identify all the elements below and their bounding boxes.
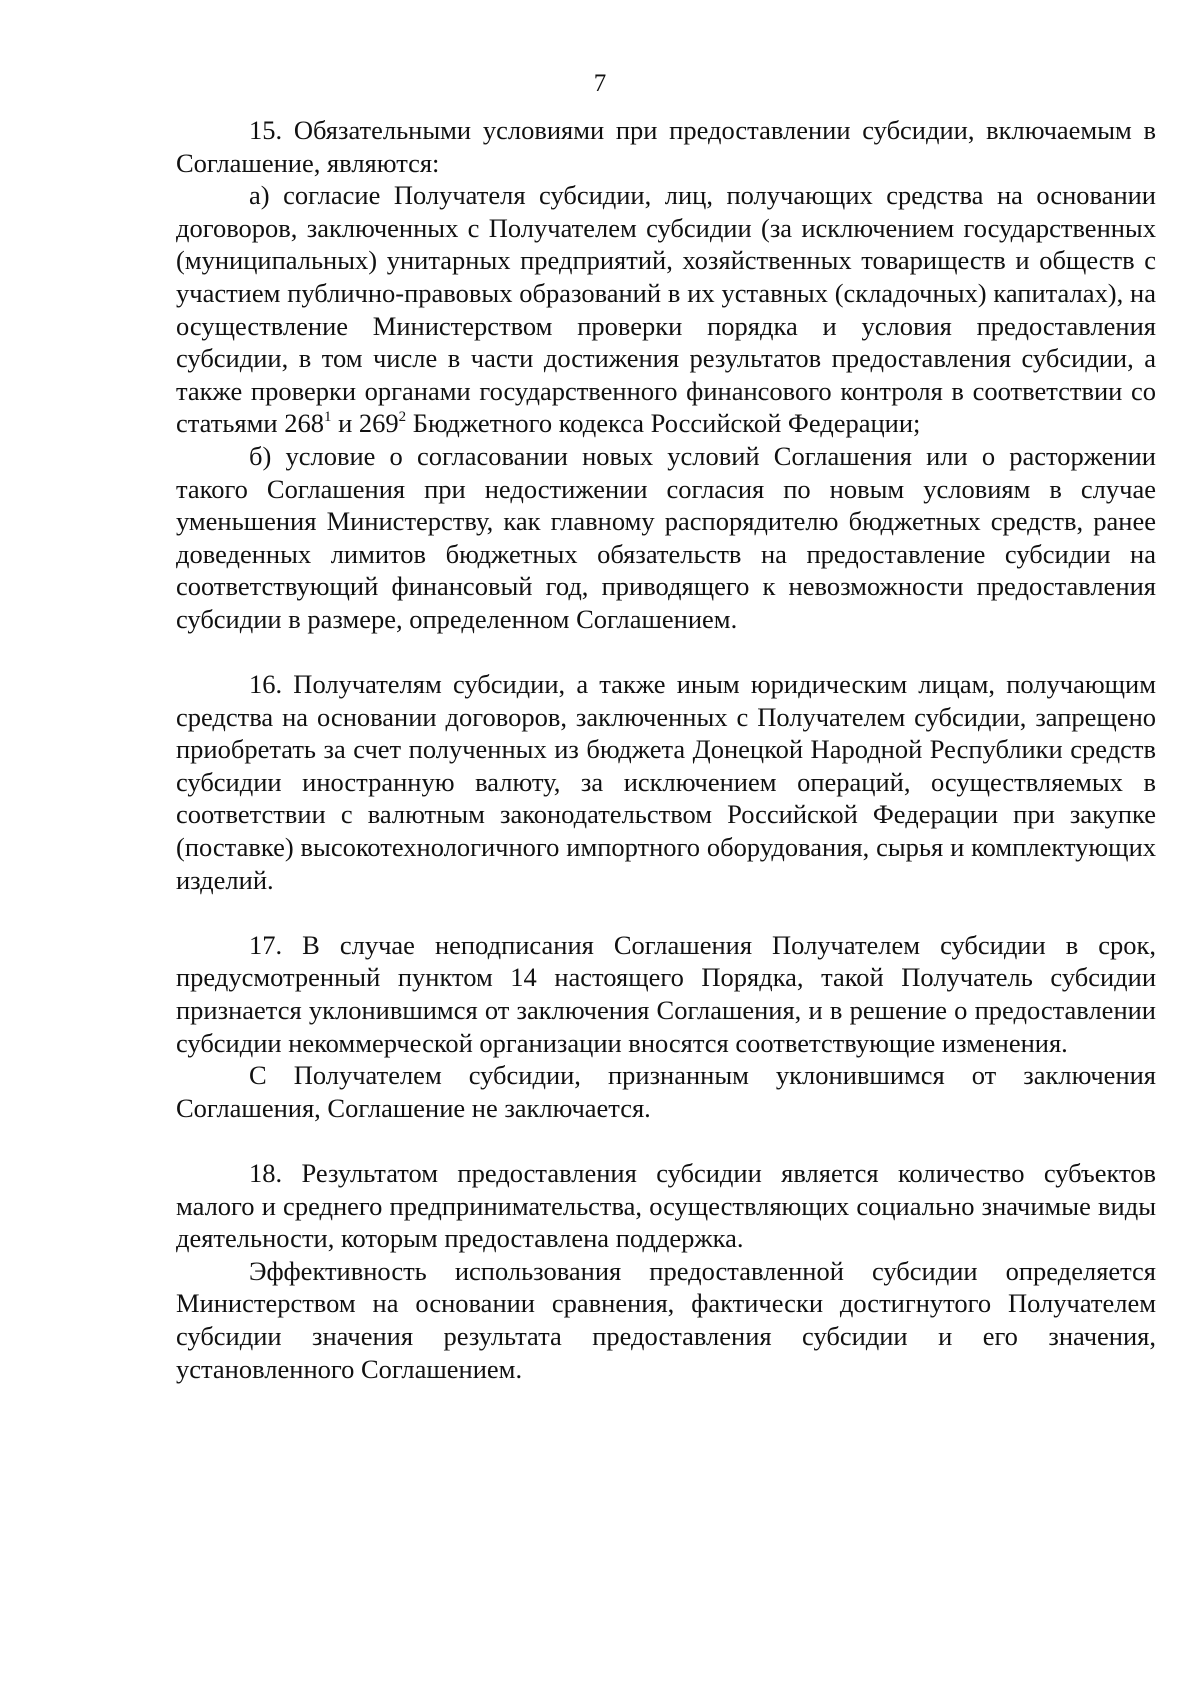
article-269: 269 bbox=[358, 408, 399, 439]
page-number: 7 bbox=[593, 70, 607, 97]
article-268: 268 bbox=[284, 408, 324, 439]
item-a-ending: Бюджетного кодекса Российской Федерации; bbox=[412, 408, 921, 439]
paragraph-17-second: С Получателем субсидии, признанным уклонившимся от заключения Соглашения, Соглашение не заключается. bbox=[176, 1060, 1156, 1123]
paragraph-15-item-a bbox=[176, 179, 1156, 440]
paragraph-15-intro: 15. Обязательными условиями при предоставлении субсидии, включаемым в Соглашение, являются: bbox=[176, 115, 1156, 178]
item-a-text: а) согласие Получателя субсидии, лиц, получающих средства на основании договоров, заключенных с Получателем субсидии (за исключением государственных (муниципальных) унитарных предприятий, хозяйственных товариществ и обществ с участием публично-правовых образований в их уставных (складочных) капиталах), на осуществление Министерством проверки порядка и условия предоставления субсидии, в том числе в части достижения результатов предоставления субсидии, а также проверки органами государственного финансового контроля в соответствии со статьями bbox=[176, 180, 1156, 439]
paragraph-16: 16. Получателям субсидии, а также иным юридическим лицам, получающим средства на основании договоров, заключенных с Получателем субсидии, запрещено приобретать за счет полученных из бюджета Донецкой Народной Республики средств субсидии иностранную валюту, за исключением операций, осуществляемых в соответствии с валютным законодательством Российской Федерации при закупке (поставке) высокотехнологичного импортного оборудования, сырья и комплектующих изделий. bbox=[176, 669, 1156, 895]
article-269-superscript: 2 bbox=[398, 409, 407, 426]
paragraph-15-item-b: б) условие о согласовании новых условий Соглашения или о расторжении такого Соглашения при недостижении согласия по новым условиям в случае уменьшения Министерству, как главному распорядителю бюджетных средств, ранее доведенных лимитов бюджетных обязательств на предоставление субсидии на соответствующий финансовый год, приводящего к невозможности предоставления субсидии в размере, определенном Соглашением. bbox=[176, 440, 1156, 634]
paragraph-18-second: Эффективность использования предоставленной субсидии определяется Министерством на основании сравнения, фактически достигнутого Получателем субсидии значения результата предоставления субсидии и его значения, установленного Соглашением. bbox=[176, 1255, 1156, 1384]
article-268-superscript: 1 bbox=[323, 409, 332, 426]
document-body bbox=[176, 114, 1156, 1385]
paragraph-18: 18. Результатом предоставления субсидии является количество субъектов малого и среднего предпринимательства, осуществляющих социально значимые виды деятельности, которым предоставлена поддержка. bbox=[176, 1158, 1156, 1254]
paragraph-17: 17. В случае неподписания Соглашения Получателем субсидии в срок, предусмотренный пунктом 14 настоящего Порядка, такой Получатель субсидии признается уклонившимся от заключения Соглашения, и в решение о предоставлении субсидии некоммерческой организации вносятся соответствующие изменения. bbox=[176, 929, 1156, 1058]
item-a-conjunction: и bbox=[338, 408, 353, 439]
